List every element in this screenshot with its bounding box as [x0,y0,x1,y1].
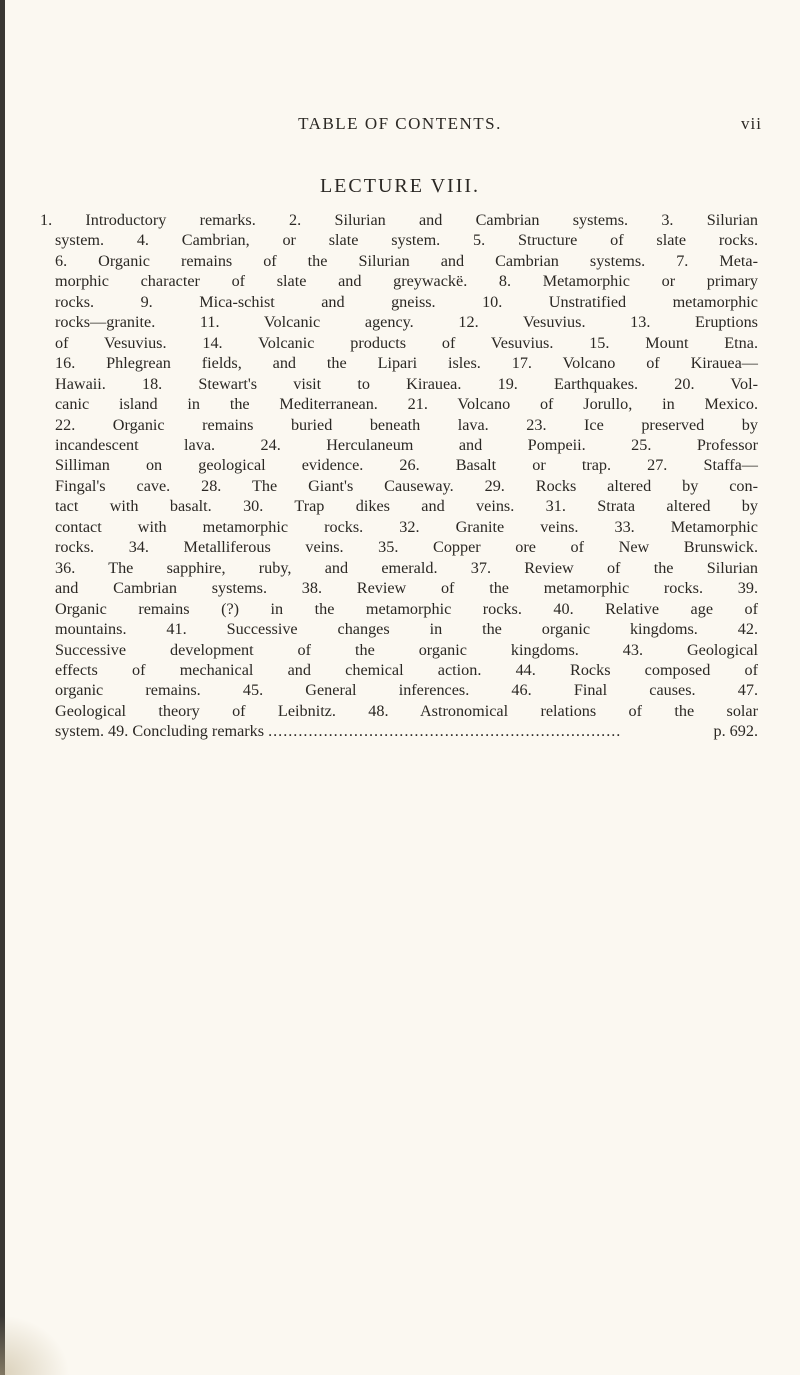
contents-line: morphic character of slate and greywackë. 8. Metamorphic or primary [55,272,758,291]
page-number: vii [741,114,762,133]
contents-line: 1. Introductory remarks. 2. Silurian and Cambrian systems. 3. Silurian [40,211,758,229]
contents-line: rocks—granite. 11. Volcanic agency. 12. Vesuvius. 13. Eruptions [55,313,758,332]
contents-line: rocks. 34. Metalliferous veins. 35. Copper ore of New Brunswick. [55,538,758,557]
contents-line: rocks. 9. Mica-schist and gneiss. 10. Unstratified metamorphic [55,292,758,311]
contents-line: tact with basalt. 30. Trap dikes and veins. 31. Strata altered by [55,497,758,516]
contents-line: 22. Organic remains buried beneath lava. 23. Ice preserved by [55,415,758,434]
contents-line: Fingal's cave. 28. The Giant's Causeway. 29. Rocks altered by con- [55,476,758,495]
running-title: TABLE OF CONTENTS. [298,114,502,133]
contents-line: effects of mechanical and chemical action. 44. Rocks composed of [55,660,758,679]
page-binding-edge [0,0,5,1375]
lecture-heading: LECTURE VIII. [319,175,481,197]
contents-last-line [40,721,758,741]
page-reference: p. 692. [713,722,758,741]
page-corner-stain [0,1315,70,1375]
contents-line: Successive development of the organic kingdoms. 43. Geological [55,640,758,659]
contents-line: incandescent lava. 24. Herculaneum and Pompeii. 25. Professor [55,435,758,454]
contents-line: mountains. 41. Successive changes in the organic kingdoms. 42. [55,620,758,639]
contents-line: system. 4. Cambrian, or slate system. 5. Structure of slate rocks. [55,231,758,250]
contents-line: organic remains. 45. General inferences. 46. Final causes. 47. [55,681,758,700]
contents-line: and Cambrian systems. 38. Review of the metamorphic rocks. 39. [55,579,758,598]
contents-paragraph [40,210,758,742]
contents-line: 6. Organic remains of the Silurian and Cambrian systems. 7. Meta- [55,251,758,270]
contents-line: of Vesuvius. 14. Volcanic products of Vesuvius. 15. Mount Etna. [55,333,758,352]
contents-line: Organic remains (?) in the metamorphic rocks. 40. Relative age of [55,599,758,618]
contents-line: 16. Phlegrean fields, and the Lipari isles. 17. Volcano of Kirauea— [55,354,758,373]
contents-line: contact with metamorphic rocks. 32. Granite veins. 33. Metamorphic [55,517,758,536]
running-head [0,112,800,142]
contents-line: canic island in the Mediterranean. 21. Volcano of Jorullo, in Mexico. [55,395,758,414]
contents-line: Hawaii. 18. Stewart's visit to Kirauea. 19. Earthquakes. 20. Vol- [55,374,758,393]
dot-leader: ...................................................................... [268,722,622,741]
contents-line: Geological theory of Leibnitz. 48. Astronomical relations of the solar [55,701,758,720]
contents-line: 36. The sapphire, ruby, and emerald. 37. Review of the Silurian [55,558,758,577]
contents-line: Silliman on geological evidence. 26. Basalt or trap. 27. Staffa— [55,456,758,475]
contents-line: system. 49. Concluding remarks [55,722,265,741]
